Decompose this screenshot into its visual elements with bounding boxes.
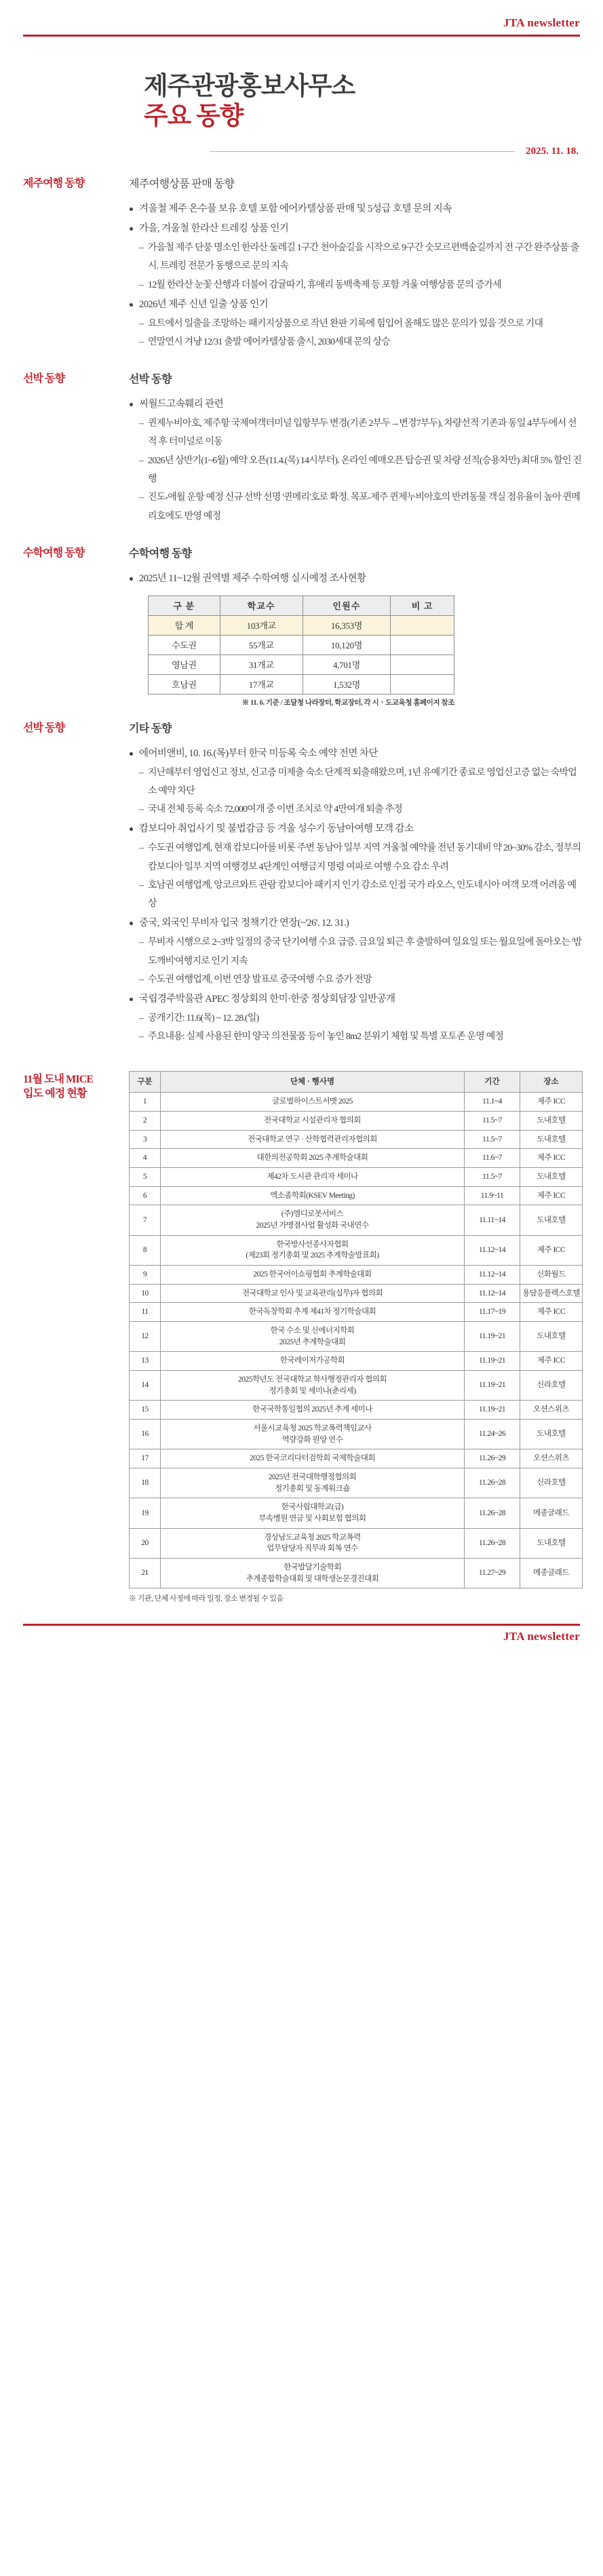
table-cell: 신라호텔 (520, 1468, 583, 1498)
section-jeju-travel (0, 175, 603, 353)
table-row (130, 1265, 583, 1284)
table-cell: 2025학년도 전국대학교 학사행정관리자 협의회 정기총회 및 세미나(춘리세) (161, 1371, 465, 1401)
list-item (129, 200, 583, 219)
table-cell: 7 (130, 1205, 161, 1235)
sub-list-item: – 호남권 여행업계, 앙코르와트 관람 캄보디아 패키지 인기 감소로 인접 국가 라오스, 인도네시아 여객 모객 어려움 예상 (139, 876, 583, 914)
table-cell (391, 635, 454, 655)
table-cell: 16 (130, 1420, 161, 1449)
table-cell: 도내호텔 (520, 1130, 583, 1149)
table-cell: 17개교 (220, 674, 303, 694)
sub-list (139, 239, 583, 294)
table-cell: 전국대학교 시설관리자 협의회 (161, 1111, 465, 1130)
masthead-title: JTA newsletter (503, 16, 580, 29)
table-cell: 11.19~21 (465, 1352, 520, 1371)
table-cell: 도내호텔 (520, 1322, 583, 1352)
section-label-line1: 11월 도내 MICE (23, 1073, 94, 1085)
footer (0, 1624, 603, 1643)
masthead (0, 0, 603, 30)
table-row (130, 1528, 583, 1558)
sub-list-item: – 공개기간: 11.6(목) ~ 12. 28.(일) (139, 1009, 583, 1028)
table-header-row (130, 1071, 583, 1093)
table-cell: 메종글래드 (520, 1498, 583, 1528)
table-cell: 103개교 (220, 615, 303, 635)
list-item (129, 914, 583, 989)
table-cell: 제주 ICC (520, 1303, 583, 1322)
sub-list-item: – 가을철 제주 단풍 명소인 한라산 둘레길 1구간 천아숲길을 시작으로 9구간 숫모르편백숲길까지 전 구간 완주상품 출시. 트레킹 전문가 동행으로 문의 지속 (139, 239, 583, 276)
survey-table-wrap (129, 596, 583, 707)
table-row (149, 674, 454, 694)
section-body (129, 175, 583, 353)
table-cell: 11.5~7 (465, 1130, 520, 1149)
table-cell: 합 계 (149, 615, 220, 635)
table-cell: 11.1~4 (465, 1093, 520, 1112)
mice-schedule-table (129, 1071, 583, 1589)
table-cell: 도내호텔 (520, 1111, 583, 1130)
table-cell: 15 (130, 1401, 161, 1420)
column-header: 단체 · 행사명 (161, 1071, 465, 1093)
list-item (129, 220, 583, 294)
table-cell: 10 (130, 1284, 161, 1303)
sub-list (139, 933, 583, 989)
sub-list-item: – 수도권 여행업계, 현재 캄보디아를 비롯 주변 동남아 일부 지역 겨울철 예약률 전년 동기대비 약 20~30% 감소, 정부의 캄보디아 일부 지역 여행경보 4단계인 여행금지 명령 여파로 여행 수요 감소 우려 (139, 839, 583, 876)
bullet-text: 씨월드고속훼리 관련 (139, 399, 224, 410)
table-cell: 엑소좀학회(KSEV Meeting) (161, 1186, 465, 1205)
table-row (130, 1186, 583, 1205)
section-label (23, 1071, 129, 1101)
table-cell: 메종글래드 (520, 1559, 583, 1588)
table-cell: 2025 한국코리다터검학회 국제학술대회 (161, 1449, 465, 1468)
table-cell: 11.19~21 (465, 1371, 520, 1401)
table-cell: 한국방사선종사자협회 (제23회 정기총회 및 2025 추계학술발표회) (161, 1235, 465, 1265)
table-cell: 3 (130, 1130, 161, 1149)
bullet-list (129, 395, 583, 526)
table-cell: 21 (130, 1559, 161, 1588)
section-heading: 기타 동향 (129, 722, 172, 735)
table-cell: 11.5~7 (465, 1167, 520, 1186)
table-cell: 제주 ICC (520, 1235, 583, 1265)
table-cell: 11.19~21 (465, 1322, 520, 1352)
table-cell: 한국사립대학교(급) 부속병원 연금 및 사회보험 협의회 (161, 1498, 465, 1528)
table-row (130, 1352, 583, 1371)
table-cell: 2 (130, 1111, 161, 1130)
footer-divider (23, 1624, 580, 1626)
table-cell: 11.26~28 (465, 1468, 520, 1498)
section-other-trends (0, 720, 603, 1048)
table-row (130, 1468, 583, 1498)
table-row (149, 615, 454, 635)
bullet-text: 2025년 11~12월 권역별 제주 수학여행 실시예정 조사현황 (139, 572, 366, 584)
section-ship-trends (0, 370, 603, 527)
sub-list (139, 839, 583, 913)
section-mice (0, 1071, 603, 1604)
table-cell: 도내호텔 (520, 1528, 583, 1558)
section-body (129, 370, 583, 527)
table-row (149, 655, 454, 674)
table-cell: 11.6~7 (465, 1149, 520, 1168)
list-item (129, 745, 583, 819)
page-subtitle: 주요 동향 (144, 102, 244, 130)
table-cell: 오션스위츠 (520, 1449, 583, 1468)
section-heading: 제주여행상품 판매 동향 (129, 178, 235, 191)
bullet-text: 가을, 겨울철 한라산 트레킹 상품 인기 (139, 223, 289, 235)
section-label: 수학여행 동향 (23, 547, 85, 559)
table-cell: 제주 ICC (520, 1352, 583, 1371)
sub-list-item: – 2026년 상반기(1~6월) 예약 오픈(11.4.(목) 14시부터). 온라인 예매오픈 탑승권 및 차량 선적(승용차만) 최대 5% 할인 진행 (139, 452, 583, 489)
table-cell: 4 (130, 1149, 161, 1168)
table-cell: 11.11~14 (465, 1205, 520, 1235)
table-cell: 16,353명 (303, 615, 391, 635)
table-row (130, 1284, 583, 1303)
table-row (130, 1401, 583, 1420)
bullet-text: 캄보디아 취업사기 및 불법감금 등 겨울 성수기 동남아여행 모객 감소 (139, 823, 414, 835)
table-row (130, 1559, 583, 1588)
table-cell: 11.12~14 (465, 1284, 520, 1303)
table-cell (391, 674, 454, 694)
section-body (129, 720, 583, 1048)
table-cell: 2025년 전국대학행정협의회 정기총회 및 동계워크숍 (161, 1468, 465, 1498)
column-header: 구분 (130, 1071, 161, 1093)
column-header: 학교수 (220, 596, 303, 615)
bullet-text: 중국, 외국인 무비자 입국 정책기간 연장(~'26'. 12. 31.) (139, 918, 349, 929)
table-cell: 11.19~21 (465, 1401, 520, 1420)
column-header: 기간 (465, 1071, 520, 1093)
table-cell: 서울시교육청 2025 학교폭력책임교사 역량강화 뭔앙 연수 (161, 1420, 465, 1449)
bullet-list (129, 200, 583, 351)
table-cell: 11 (130, 1303, 161, 1322)
table-row (130, 1303, 583, 1322)
table-footnote: ※ 기관, 단체 사정에 따라 일정, 장소 변경될 수 있음 (129, 1595, 284, 1603)
table-row (130, 1093, 583, 1112)
page-title: 제주관광홍보사무소 (144, 73, 355, 100)
sub-list-item: – 지난해부터 영업신고 정보, 신고증 미제출 숙소 단계적 퇴출해왔으며, 1년 유예기간 종료로 영업신고증 없는 숙박업소 예약 차단 (139, 764, 583, 801)
table-cell: 영남권 (149, 655, 220, 674)
bullet-text: 국립경주박물관 APEC 정상회의 한미·한중 정상회담장 일반공개 (139, 994, 395, 1005)
list-item (129, 395, 583, 526)
table-cell: 11.26~28 (465, 1528, 520, 1558)
table-row (130, 1205, 583, 1235)
table-cell: 제42차 도시관 관리자 세미나 (161, 1167, 465, 1186)
sub-list (139, 414, 583, 526)
section-label: 제주여행 동향 (23, 178, 85, 190)
column-header: 비 고 (391, 596, 454, 615)
column-header: 인원수 (303, 596, 391, 615)
table-cell: 8 (130, 1235, 161, 1265)
table-head (130, 1071, 583, 1093)
table-cell: 글로벌하이스트서맷 2025 (161, 1093, 465, 1112)
date-divider (210, 151, 515, 152)
table-body (149, 615, 454, 694)
table-row (130, 1130, 583, 1149)
table-cell: 전국대학교 연구 · 산학협력관리자협의회 (161, 1130, 465, 1149)
table-cell: 2025 한국어이쇼핑협회 추계학술대회 (161, 1265, 465, 1284)
section-label-line2: 입도 예정 현황 (23, 1088, 87, 1100)
table-cell: 경상남도교육청 2025 학교폭력 업무담당자 직무과 회복 연수 (161, 1528, 465, 1558)
table-cell: 1,532명 (303, 674, 391, 694)
table-cell: 신화월드 (520, 1265, 583, 1284)
table-cell: 19 (130, 1498, 161, 1528)
section-label: 선박 동향 (23, 722, 65, 734)
table-cell: 호남권 (149, 674, 220, 694)
table-cell: 55개교 (220, 635, 303, 655)
table-cell: 도내호텔 (520, 1205, 583, 1235)
table-cell: 도내호텔 (520, 1167, 583, 1186)
bullet-list (129, 570, 583, 589)
list-item (129, 990, 583, 1046)
table-row (130, 1322, 583, 1352)
footer-title: JTA newsletter (503, 1630, 580, 1643)
table-cell: 제주 ICC (520, 1186, 583, 1205)
table-row (130, 1449, 583, 1468)
table-cell: 한국국학통일협의 2025년 추계 세미나 (161, 1401, 465, 1420)
table-cell: 10,120명 (303, 635, 391, 655)
table-cell: 신라호텔 (520, 1371, 583, 1401)
table-row (130, 1149, 583, 1168)
sub-list-item: – 수도권 여행업계, 이번 연장 발표로 중국여행 수요 증가 전망 (139, 971, 583, 989)
table-head (149, 596, 454, 615)
list-item (129, 570, 583, 589)
table-cell: 11.5~7 (465, 1111, 520, 1130)
table-cell: 11.27~29 (465, 1559, 520, 1588)
section-body (129, 545, 583, 707)
sub-list (139, 315, 583, 352)
section-heading: 선박 동향 (129, 374, 172, 386)
table-cell: 31개교 (220, 655, 303, 674)
section-heading: 수학여행 동향 (129, 547, 192, 560)
table-cell: 9 (130, 1265, 161, 1284)
table-cell: 11.9~11 (465, 1186, 520, 1205)
sub-list-item: – 국내 전체 등록 숙소 72,000여개 중 이번 조치로 약 4만여개 퇴출 추정 (139, 800, 583, 819)
table-row (130, 1167, 583, 1186)
date-row (0, 146, 603, 157)
table-row (130, 1420, 583, 1449)
table-cell: 4,701명 (303, 655, 391, 674)
table-cell: 11.26~28 (465, 1498, 520, 1528)
issue-date: 2025. 11. 18. (526, 146, 579, 157)
bullet-text: 2026년 제주 신년 일출 상품 인기 (139, 298, 269, 310)
table-header-row (149, 596, 454, 615)
table-cell: 한국발달기술학회 추계종합학술대회 및 대학생논문경진대회 (161, 1559, 465, 1588)
table-cell: 용담응플렉스호텔 (520, 1284, 583, 1303)
masthead-divider (23, 35, 580, 37)
column-header: 구 분 (149, 596, 220, 615)
table-body (130, 1093, 583, 1588)
table-cell: 11.17~19 (465, 1303, 520, 1322)
column-header: 장소 (520, 1071, 583, 1093)
sub-list-item: – 무비자 시행으로 2~3박 일정의 중국 단기여행 수요 급증. 금요일 퇴근 후 출발하여 일요일 또는 월요일에 돌아오는 '밤도깨비'여행지로 인기 지속 (139, 933, 583, 971)
table-row (130, 1498, 583, 1528)
sub-list-item: – 진도-애월 운항 예정 신규 선박 선명 '퀸메리'호로 확정. 목포-제주 퀸제누비아호의 반려동물 객실 점유율이 높아 퀸메리호에도 반영 예정 (139, 488, 583, 526)
table-cell (391, 615, 454, 635)
table-cell: 5 (130, 1167, 161, 1186)
sub-list-item: – 12월 한라산 눈꽃 산행과 더불어 감귤따기, 휴애리 동백축제 등 포함 겨울 여행상품 문의 증가세 (139, 276, 583, 294)
table-footnote: ※ 11. 6. 기준 / 조달청 나라장터, 학교장터, 각 시ㆍ도교육청 홈페이지 참조 (241, 699, 454, 707)
table-cell: 오션스위츠 (520, 1401, 583, 1420)
table-cell: 제주 ICC (520, 1149, 583, 1168)
bullet-list (129, 745, 583, 1047)
table-cell: 11.26~29 (465, 1449, 520, 1468)
table-cell: 20 (130, 1528, 161, 1558)
sub-list-item: – 연말연시 겨냥 12/31 출발 에어카텔상품 출시, 2030세대 문의 상승 (139, 333, 583, 351)
section-body (129, 1071, 583, 1604)
table-cell: 6 (130, 1186, 161, 1205)
table-cell: (주)엠디로봇서비스 2025년 가맹점사업 활성화 국내연수 (161, 1205, 465, 1235)
list-item (129, 820, 583, 913)
table-cell: 제주 ICC (520, 1093, 583, 1112)
section-label: 선박 동향 (23, 373, 65, 385)
table-cell: 한국독창학회 추계 제41차 정기학술대회 (161, 1303, 465, 1322)
table-cell: 11.12~14 (465, 1235, 520, 1265)
table-row (130, 1235, 583, 1265)
table-cell: 17 (130, 1449, 161, 1468)
table-cell (391, 655, 454, 674)
list-item (129, 296, 583, 351)
table-cell: 11.24~26 (465, 1420, 520, 1449)
school-trip-table (148, 596, 454, 695)
table-cell: 11.12~14 (465, 1265, 520, 1284)
table-cell: 한국레이저가공학회 (161, 1352, 465, 1371)
bullet-text: 에어비앤비, 10. 16.(목)부터 한국 미등록 숙소 예약 전면 차단 (139, 747, 378, 759)
sub-list (139, 1009, 583, 1047)
table-cell: 도내호텔 (520, 1420, 583, 1449)
table-cell: 대한의전공학회 2025 추계학술대회 (161, 1149, 465, 1168)
table-row (130, 1371, 583, 1401)
table-cell: 전국대학교 인사 및 교육관리(실무)자 협의회 (161, 1284, 465, 1303)
table-cell: 1 (130, 1093, 161, 1112)
table-cell: 수도권 (149, 635, 220, 655)
sub-list-item: – 주요내용: 실제 사용된 한미 양국 의전물품 등이 놓인 8m2 분위기 체험 및 특별 포토존 운영 예정 (139, 1028, 583, 1046)
table-row (149, 635, 454, 655)
section-school-trip (0, 545, 603, 707)
table-cell: 한국 수소 및 신에너지학회 2025년 추계학술대회 (161, 1322, 465, 1352)
table-cell: 14 (130, 1371, 161, 1401)
sub-list-item: – 퀸제누비아호, 제주항 국제여객터미널 입항부두 변경(기존 2부두→변경7부두), 차량선적 기존과 동일 4부두에서 선적 후 터미널로 이동 (139, 414, 583, 452)
table-cell: 12 (130, 1322, 161, 1352)
sub-list-item: – 요트에서 일출을 조망하는 패키지상품으로 작년 완판 기록에 힘입어 올해도 많은 문의가 있을 것으로 기대 (139, 315, 583, 333)
table-cell: 18 (130, 1468, 161, 1498)
bullet-text: 겨울철 제주 온수풀 보유 호텔 포함 에어카텔상품 판매 및 5성급 호텔 문의 지속 (139, 203, 452, 215)
sub-list (139, 764, 583, 819)
table-row (130, 1111, 583, 1130)
table-cell: 13 (130, 1352, 161, 1371)
title-block (0, 72, 603, 131)
